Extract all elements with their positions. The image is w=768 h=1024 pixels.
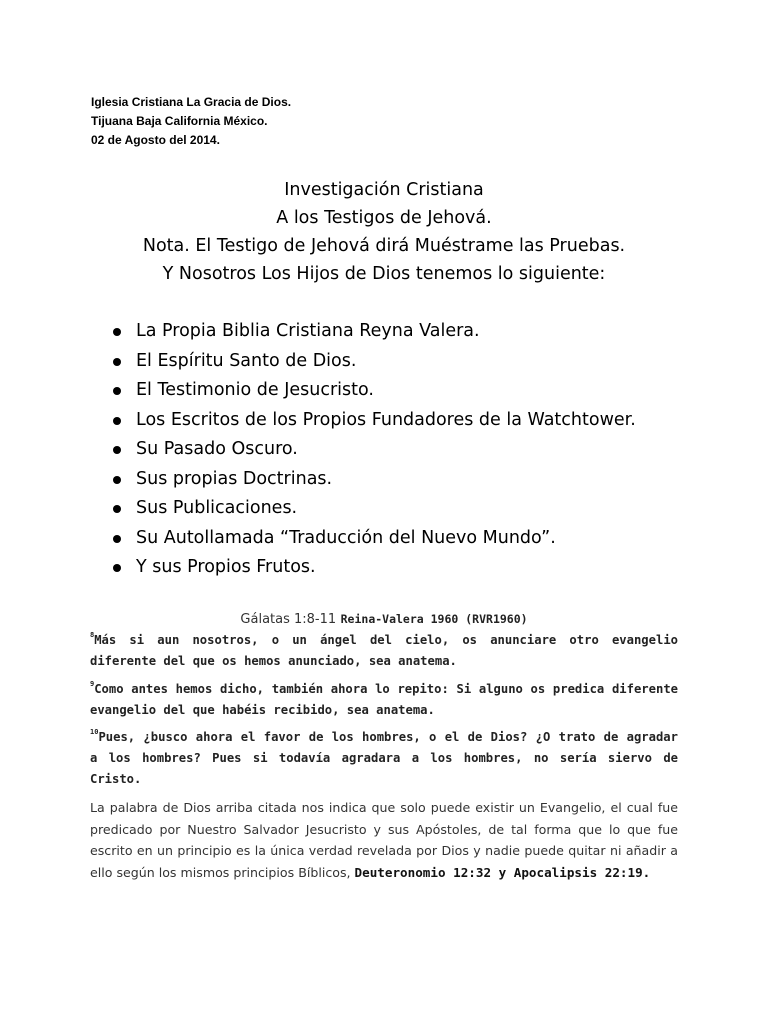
verse-text: Pues, ¿busco ahora el favor de los hombres, o el de Dios? ¿O trato de agradar a los hombres? Pues si todavía agradara a los hombres, no sería siervo de Cristo. <box>90 730 678 786</box>
list-item-text: El Espíritu Santo de Dios. <box>136 350 357 371</box>
list-item <box>110 317 636 347</box>
list-item-text: Su Pasado Oscuro. <box>136 439 298 459</box>
title-line-1: Investigación Cristiana <box>284 180 484 200</box>
verse-number: 8 <box>90 631 95 639</box>
list-item <box>110 494 636 524</box>
church-name: Iglesia Cristiana La Gracia de Dios. <box>91 95 292 109</box>
verse-paragraph <box>90 727 678 790</box>
bullet-icon <box>113 505 121 513</box>
list-item <box>110 347 636 377</box>
list-item <box>110 406 636 436</box>
list-item <box>110 435 636 465</box>
bullet-icon <box>113 564 121 572</box>
document-date: 02 de Agosto del 2014. <box>91 133 220 147</box>
title-line-3: Nota. El Testigo de Jehová dirá Muéstrame las Pruebas. <box>142 236 626 256</box>
list-item-text: Sus propias Doctrinas. <box>136 468 333 489</box>
document-title <box>0 176 768 288</box>
list-item <box>110 524 636 554</box>
verse-paragraph <box>90 679 678 721</box>
title-line-2: A los Testigos de Jehová. <box>276 208 492 228</box>
scripture-version: Reina-Valera 1960 (RVR1960) <box>340 612 528 626</box>
document-header <box>91 93 291 150</box>
bullet-icon <box>113 387 121 395</box>
commentary-paragraph <box>90 797 678 883</box>
list-item-text: La Propia Biblia Cristiana Reyna Valera. <box>136 321 480 341</box>
bible-references: Deuteronomio 12:32 y Apocalipsis 22:19. <box>354 864 651 880</box>
list-item <box>110 376 636 406</box>
evidence-list <box>110 317 636 583</box>
scripture-reference <box>0 610 768 628</box>
verse-text: Más si aun nosotros, o un ángel del cielo, os anunciare otro evangelio diferente del que os hemos anunciado, sea anatema. <box>90 633 678 668</box>
church-location: Tijuana Baja California México. <box>91 114 268 128</box>
bullet-icon <box>113 328 121 336</box>
bullet-icon <box>113 476 121 484</box>
list-item-text: Su Autollamada “Traducción del Nuevo Mundo”. <box>136 527 556 548</box>
list-item-text: El Testimonio de Jesucristo. <box>136 380 374 400</box>
list-item <box>110 553 636 583</box>
bullet-icon <box>113 446 121 454</box>
list-item-text: Sus Publicaciones. <box>136 498 298 518</box>
list-item-text: Los Escritos de los Propios Fundadores de la Watchtower. <box>136 409 636 430</box>
verse-number: 10 <box>90 728 99 736</box>
commentary-text: La palabra de Dios arriba citada nos indica que solo puede existir un Evangelio, el cual fue predicado por Nuestro Salvador Jesucristo y sus Apóstoles, de tal forma que lo que fue escrito en un principio es la única verdad revelada por Dios y nadie puede quitar ni añadir a ello según los mismos principios Bíblicos, <box>90 800 678 880</box>
verse-text: Como antes hemos dicho, también ahora lo repito: Si alguno os predica diferente evangelio del que habéis recibido, sea anatema. <box>90 682 678 717</box>
verse-number: 9 <box>90 680 95 688</box>
title-line-4: Y Nosotros Los Hijos de Dios tenemos lo siguiente: <box>162 264 606 284</box>
bullet-icon <box>113 358 121 366</box>
list-item-text: Y sus Propios Frutos. <box>136 557 316 577</box>
list-item <box>110 465 636 495</box>
bullet-icon <box>113 535 121 543</box>
scripture-book: Gálatas 1:8-11 <box>240 612 337 627</box>
bullet-icon <box>113 417 121 425</box>
verse-paragraph <box>90 630 678 672</box>
